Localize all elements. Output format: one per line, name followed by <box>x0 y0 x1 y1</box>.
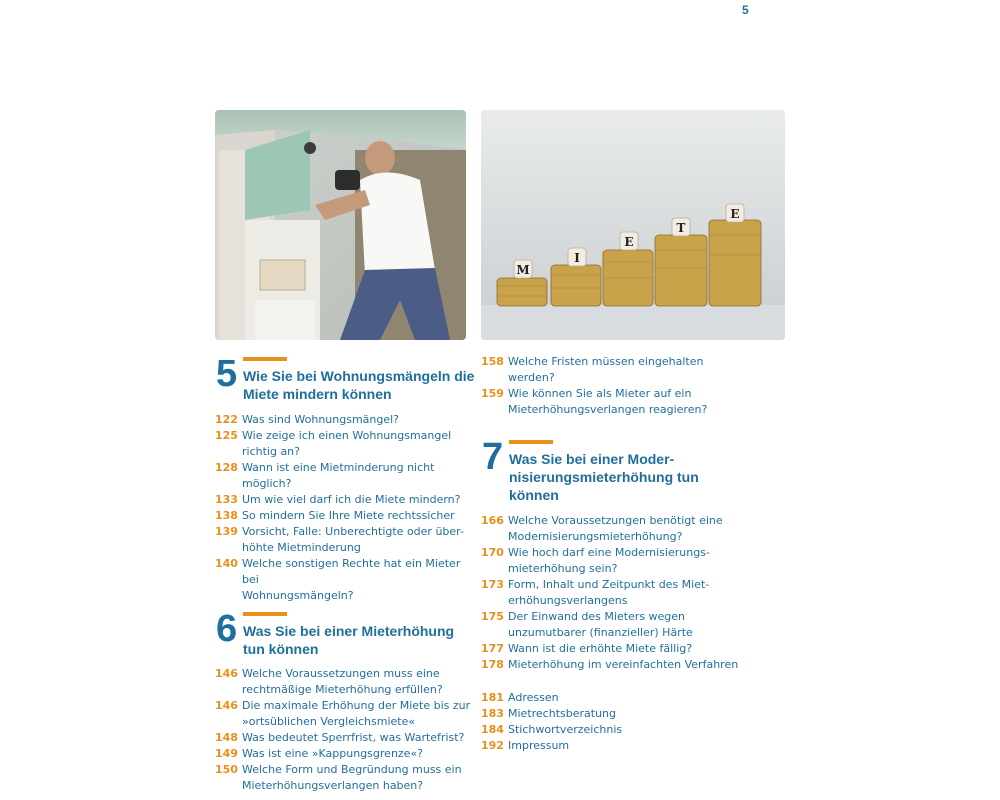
toc-entry[interactable]: 178 Mieterhöhung im vereinfachten Verfahren <box>481 658 739 671</box>
worker-tiling-bathroom-photo <box>215 110 466 340</box>
chapter-title: Was Sie bei einer Moder- nisierungsmieterhöhung tun können <box>509 451 699 503</box>
svg-text:M: M <box>516 263 530 277</box>
toc-entry[interactable]: 158 Welche Fristen müssen eingehalten werden? <box>481 355 704 384</box>
chapter-6-heading <box>216 610 476 660</box>
chapter-title: Wie Sie bei Wohnungsmängeln die Miete mindern können <box>243 368 475 402</box>
toc-entry[interactable]: 159 Wie können Sie als Mieter auf ein Mieterhöhungsverlangen reagieren? <box>481 387 708 416</box>
toc-entry[interactable]: 125 Wie zeige ich einen Wohnungsmangel richtig an? <box>215 429 452 458</box>
svg-text:I: I <box>574 251 580 265</box>
chapter-5-entries <box>215 412 475 604</box>
toc-entry[interactable]: 138 So mindern Sie Ihre Miete rechtssicher <box>215 509 455 522</box>
chapter-7-heading <box>482 438 742 506</box>
toc-entry-appendix[interactable]: 183 Mietrechtsberatung <box>481 707 616 720</box>
chapter-accent-bar <box>509 440 553 444</box>
svg-text:E: E <box>624 235 634 249</box>
toc-entry[interactable]: 166 Welche Voraussetzungen benötigt eine Modernisierungsmieterhöhung? <box>481 514 723 543</box>
toc-entry[interactable]: 175 Der Einwand des Mieters wegen unzumutbarer (finanzieller) Härte <box>481 610 693 639</box>
toc-entry[interactable]: 146 Welche Voraussetzungen muss eine rechtmäßige Mieterhöhung erfüllen? <box>215 667 443 696</box>
chapter-accent-bar <box>243 612 287 616</box>
chapter-5-heading <box>216 355 476 405</box>
chapter-title: Was Sie bei einer Mieterhöhung tun können <box>243 623 455 657</box>
chapter-number: 7 <box>482 436 504 478</box>
page-number: 5 <box>742 3 749 17</box>
toc-entry[interactable]: 133 Um wie viel darf ich die Miete mindern? <box>215 493 461 506</box>
toc-entry[interactable]: 177 Wann ist die erhöhte Miete fällig? <box>481 642 693 655</box>
toc-entry[interactable]: 173 Form, Inhalt und Zeitpunkt des Miet- erhöhungsverlangens <box>481 578 710 607</box>
toc-entry[interactable]: 139 Vorsicht, Falle: Unberechtigte oder über- höhte Mietminderung <box>215 525 464 554</box>
svg-text:E: E <box>730 207 740 221</box>
chapter-6-continued-entries <box>481 354 771 418</box>
toc-entry[interactable]: 170 Wie hoch darf eine Modernisierungs- mieterhöhung sein? <box>481 546 710 575</box>
svg-text:T: T <box>676 221 686 235</box>
toc-entry[interactable]: 140 Welche sonstigen Rechte hat ein Mieter bei Wohnungsmängeln? <box>215 557 461 602</box>
toc-entry[interactable]: 122 Was sind Wohnungsmängel? <box>215 413 400 426</box>
chapter-accent-bar <box>243 357 287 361</box>
toc-entry[interactable]: 150 Welche Form und Begründung muss ein Mieterhöhungsverlangen haben? <box>215 763 462 792</box>
coin-stacks-with-letter-dice-photo <box>481 110 785 340</box>
toc-entry-appendix[interactable]: 181 Adressen <box>481 691 559 704</box>
toc-entry[interactable]: 148 Was bedeutet Sperrfrist, was Wartefrist? <box>215 731 465 744</box>
appendix-entries <box>481 690 771 754</box>
toc-entry[interactable]: 128 Wann ist eine Mietminderung nicht möglich? <box>215 461 435 490</box>
chapter-number: 6 <box>216 608 238 650</box>
chapter-6-entries <box>215 666 475 794</box>
toc-entry-appendix[interactable]: 192 Impressum <box>481 739 570 752</box>
toc-entry[interactable]: 149 Was ist eine »Kappungsgrenze«? <box>215 747 424 760</box>
toc-entry-appendix[interactable]: 184 Stichwortverzeichnis <box>481 723 623 736</box>
toc-entry[interactable]: 146 Die maximale Erhöhung der Miete bis zur »ortsüblichen Vergleichsmiete« <box>215 699 471 728</box>
chapter-number: 5 <box>216 353 238 395</box>
chapter-7-entries <box>481 513 771 673</box>
